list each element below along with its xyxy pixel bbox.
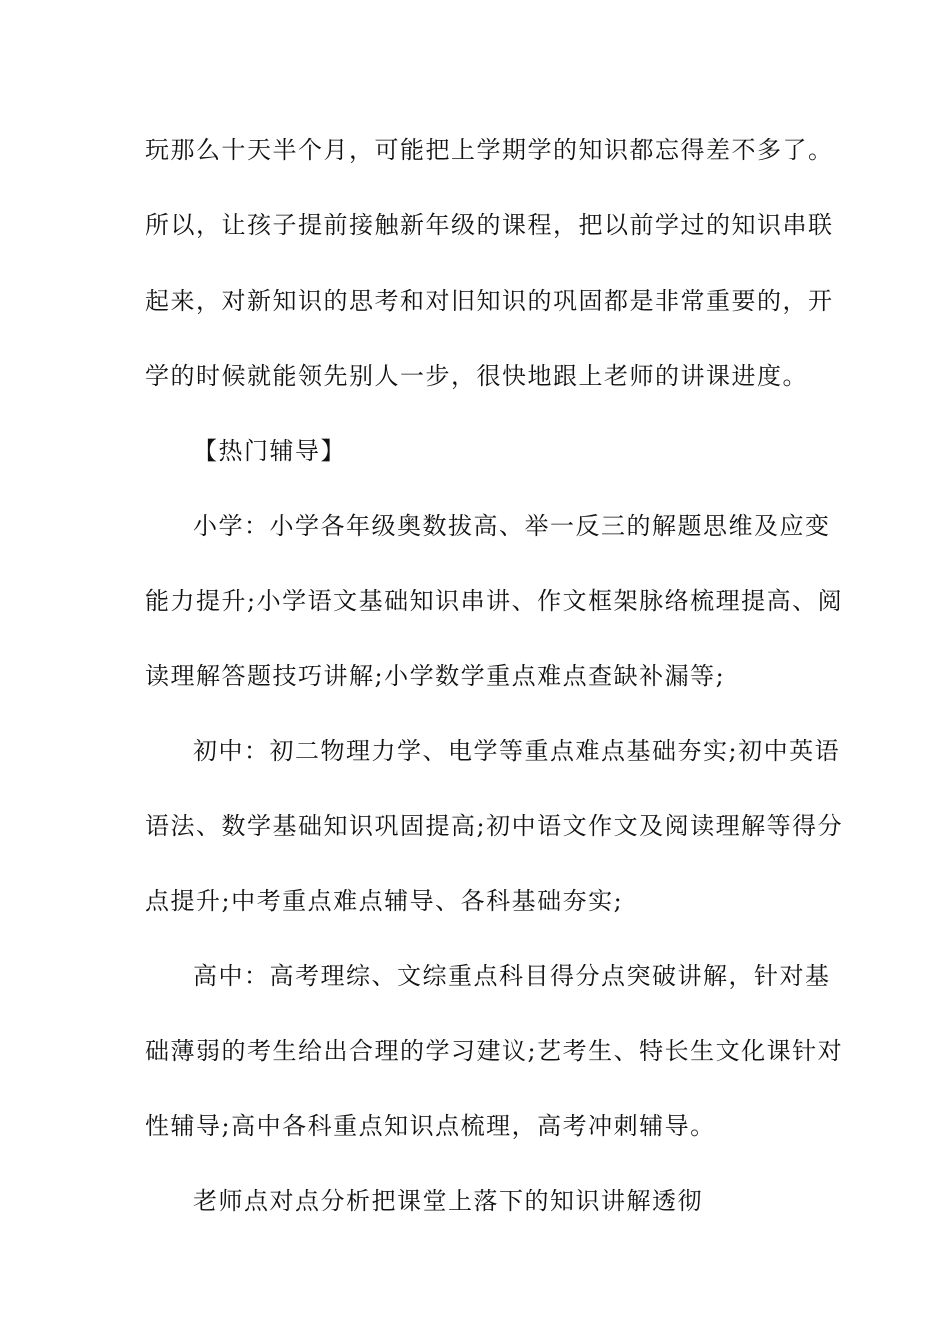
- paragraph-line: 小学：小学各年级奥数拔高、举一反三的解题思维及应变: [193, 512, 831, 540]
- paragraph-line: 语法、数学基础知识巩固提高;初中语文作文及阅读理解等得分: [145, 812, 844, 840]
- paragraph-line: 玩那么十天半个月，可能把上学期学的知识都忘得差不多了。: [145, 136, 834, 164]
- paragraph-line: 点提升;中考重点难点辅导、各科基础夯实;: [145, 887, 624, 915]
- paragraph-line: 起来，对新知识的思考和对旧知识的巩固都是非常重要的，开: [145, 287, 834, 315]
- paragraph-line: 性辅导;高中各科重点知识点梳理，高考冲刺辅导。: [145, 1112, 716, 1140]
- paragraph-line: 初中：初二物理力学、电学等重点难点基础夯实;初中英语: [193, 737, 841, 765]
- paragraph-line: 能力提升;小学语文基础知识串讲、作文框架脉络梳理提高、阅: [145, 587, 844, 615]
- paragraph-line: 所以，让孩子提前接触新年级的课程，把以前学过的知识串联: [145, 211, 834, 239]
- paragraph-line: 老师点对点分析把课堂上落下的知识讲解透彻: [193, 1187, 703, 1215]
- paragraph-line: 读理解答题技巧讲解;小学数学重点难点查缺补漏等;: [145, 662, 726, 690]
- paragraph-line: 高中：高考理综、文综重点科目得分点突破讲解，针对基: [193, 962, 831, 990]
- paragraph-line: 学的时候就能领先别人一步，很快地跟上老师的讲课进度。: [145, 362, 808, 390]
- paragraph-line: 础薄弱的考生给出合理的学习建议;艺考生、特长生文化课针对: [145, 1037, 844, 1065]
- section-heading: 【热门辅导】: [193, 437, 346, 465]
